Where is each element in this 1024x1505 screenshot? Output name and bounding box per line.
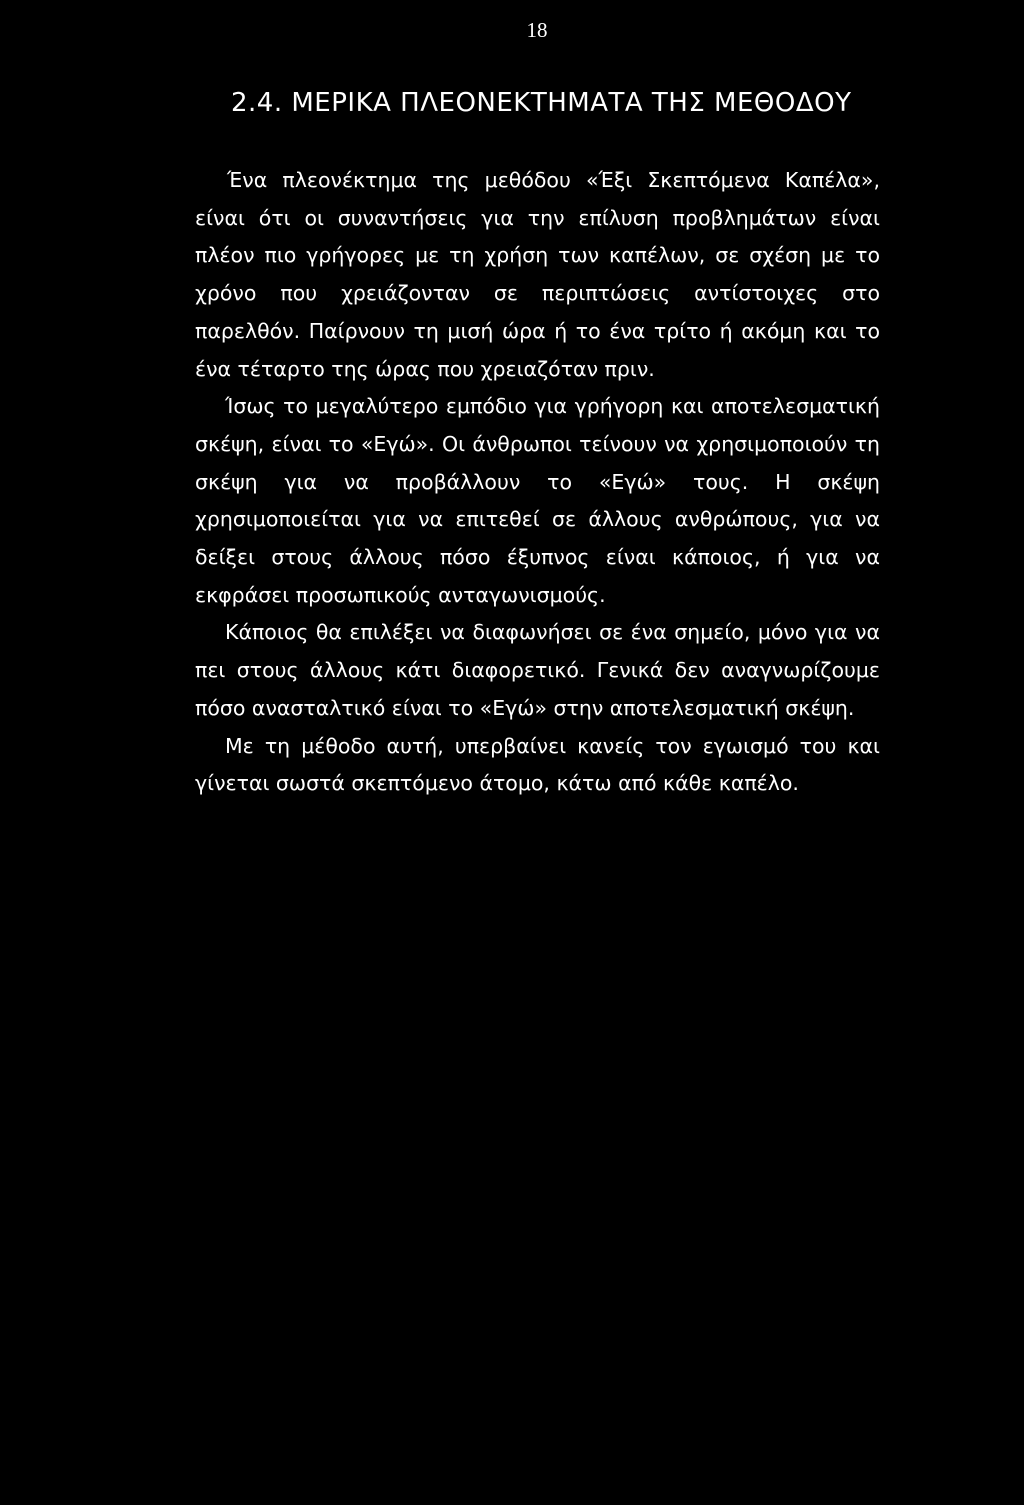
document-body (195, 88, 880, 803)
paragraph-conclusion: Με τη μέθοδο αυτή, υπερβαίνει κανείς τον εγωισμό του και γίνεται σωστά σκεπτόμενο άτομο, κάτω από κάθε καπέλο. (195, 733, 880, 796)
paragraph-disagreement: Κάποιος θα επιλέξει να διαφωνήσει σε ένα σημείο, μόνο για να πει στους άλλους κάτι διαφορετικό. Γενικά δεν αναγνωρίζουμε πόσο ανασταλτικό είναι το «Εγώ» στην αποτελεσματική σκέψη. (195, 620, 880, 720)
paragraph-ego-obstacle: Ίσως το μεγαλύτερο εμπόδιο για γρήγορη και αποτελεσματική σκέψη, είναι το «Εγώ». Οι άνθρωποι τείνουν να χρησιμοποιούν τη σκέψη για να προβάλλουν το «Εγώ» τους. Η σκέψη χρησιμοποιείται για να επιτεθεί σε άλλους ανθρώπους, για να δείξει στους άλλους πόσο έξυπνος είναι κάποιος, ή για να εκφράσει προσωπικούς ανταγωνισμούς. (195, 394, 880, 607)
page-number: 18 (526, 18, 548, 42)
paragraph-advantage-speed: Ένα πλεονέκτημα της μεθόδου «Έξι Σκεπτόμενα Καπέλα», είναι ότι οι συναντήσεις για την επίλυση προβλημάτων είναι πλέον πιο γρήγορες με τη χρήση των καπέλων, σε σχέση με το χρόνο που χρειάζονταν σε περιπτώσεις αντίστοιχες στο παρελθόν. Παίρνουν τη μισή ώρα ή το ένα τρίτο ή ακόμη και το ένα τέταρτο της ώρας που χρειαζόταν πριν. (195, 168, 880, 381)
section-heading: 2.4. ΜΕΡΙΚΑ ΠΛΕΟΝΕΚΤΗΜΑΤΑ ΤΗΣ ΜΕΘΟΔΟΥ (231, 88, 852, 118)
